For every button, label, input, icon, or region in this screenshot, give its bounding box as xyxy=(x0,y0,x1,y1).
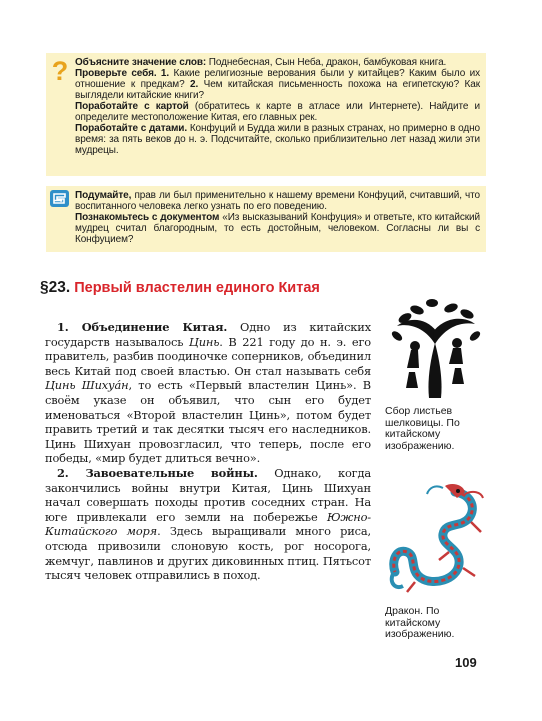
p2-text-b: . Здесь выращивали много риса, отсюда привозили слоновую кость, рог носорога, жемчуг, павлинов и других диковинных птиц. Пятьсот тысяч человек отправились в поход. xyxy=(45,524,371,583)
map-label: Поработайте с картой xyxy=(75,101,189,112)
document-square-icon xyxy=(50,190,69,207)
explain-text: Поднебесная, Сын Неба, дракон, бамбуковая книга. xyxy=(206,57,447,68)
check-label: Проверьте себя. xyxy=(75,68,157,79)
doc-label: Познакомьтесь с документом xyxy=(75,212,220,223)
dates-text: Конфуций и Будда жили в разных странах, но примерно в одно время: за пять веков до н. э. Подсчитайте, сколько приблизительно лет назад жили эти мудрецы. xyxy=(75,123,480,156)
check-text-2: Чем китайская письменность похожа на египетскую? Как выглядели китайские книги? xyxy=(75,79,480,101)
map-text: (обратитесь к карте в атласе или Интернете). Найдите и определите местоположение Китая, его главных рек. xyxy=(75,101,480,123)
p1-heading: 1. Объединение Китая. xyxy=(57,320,228,334)
section-number: §23. xyxy=(40,279,71,296)
page-number: 109 xyxy=(455,655,477,670)
questions-box xyxy=(46,53,486,176)
p2-heading: 2. Завоевательные войны. xyxy=(57,465,258,480)
think-box xyxy=(46,186,486,252)
think-body: прав ли был применительно к нашему времени Конфуций, считавший, что воспитанного человека легко узнать по его поведению. xyxy=(75,190,480,212)
figure-1-caption: Сбор листьев шелковицы. По китайскому изображению. xyxy=(385,405,460,452)
check-text-1: Какие религиозные верования были у китайцев? Каким было их отношение к предкам? xyxy=(75,68,480,90)
doc-body: «Из высказываний Конфуция» и ответьте, кто китайский мудрец считал благородным, то есть достойным, человеком. Согласны ли вы с Конфуцием? xyxy=(75,212,480,245)
think-text xyxy=(75,190,480,245)
paragraph-1 xyxy=(45,320,371,466)
p1-text-c: , то есть «Первый властелин Цинь». В своём указе он объявил, что сын его будет именоваться «Второй властелин Цинь», потом будет править третий и так десятки тысяч его наследников. Цинь Шихуан провозгласил, что теперь, после его победы, «мир будет длиться вечно». xyxy=(45,378,372,466)
silk-tree-illustration xyxy=(385,288,485,400)
main-text xyxy=(45,320,371,583)
question-mark-icon: ? xyxy=(51,56,69,86)
figure-2-caption: Дракон. По китайскому изображению. xyxy=(385,605,455,640)
dragon-illustration xyxy=(385,482,485,600)
explain-label: Объясните значение слов: xyxy=(75,57,207,68)
section-title xyxy=(40,280,380,296)
think-label: Подумайте, xyxy=(75,190,132,201)
p1-text-b: . В 221 году до н. э. его правитель, разбив поодиночке соперников, объединил весь Китай под своей властью. Он стал называть себя xyxy=(45,334,371,378)
p2-sea: Южно-Китайского моря xyxy=(45,509,371,539)
dates-label: Поработайте с датами. xyxy=(75,123,188,134)
check-num-2: 2. xyxy=(184,79,199,90)
p1-shihuan: Цинь Шихуа́н xyxy=(45,378,129,393)
paragraph-2 xyxy=(45,466,371,583)
check-num-1: 1. xyxy=(156,68,170,79)
p1-tsin: Цинь xyxy=(188,334,220,349)
section-title-text: Первый властелин единого Китая xyxy=(74,280,320,296)
questions-text xyxy=(75,57,480,156)
p1-text-a: Одно из китайских государств называлось xyxy=(45,320,371,349)
p2-text-a: Однако, когда закончились войны внутри Китая, Цинь Шихуан начал совершать походы против соседних стран. На юге привлекали его земли на побережье xyxy=(45,465,371,524)
